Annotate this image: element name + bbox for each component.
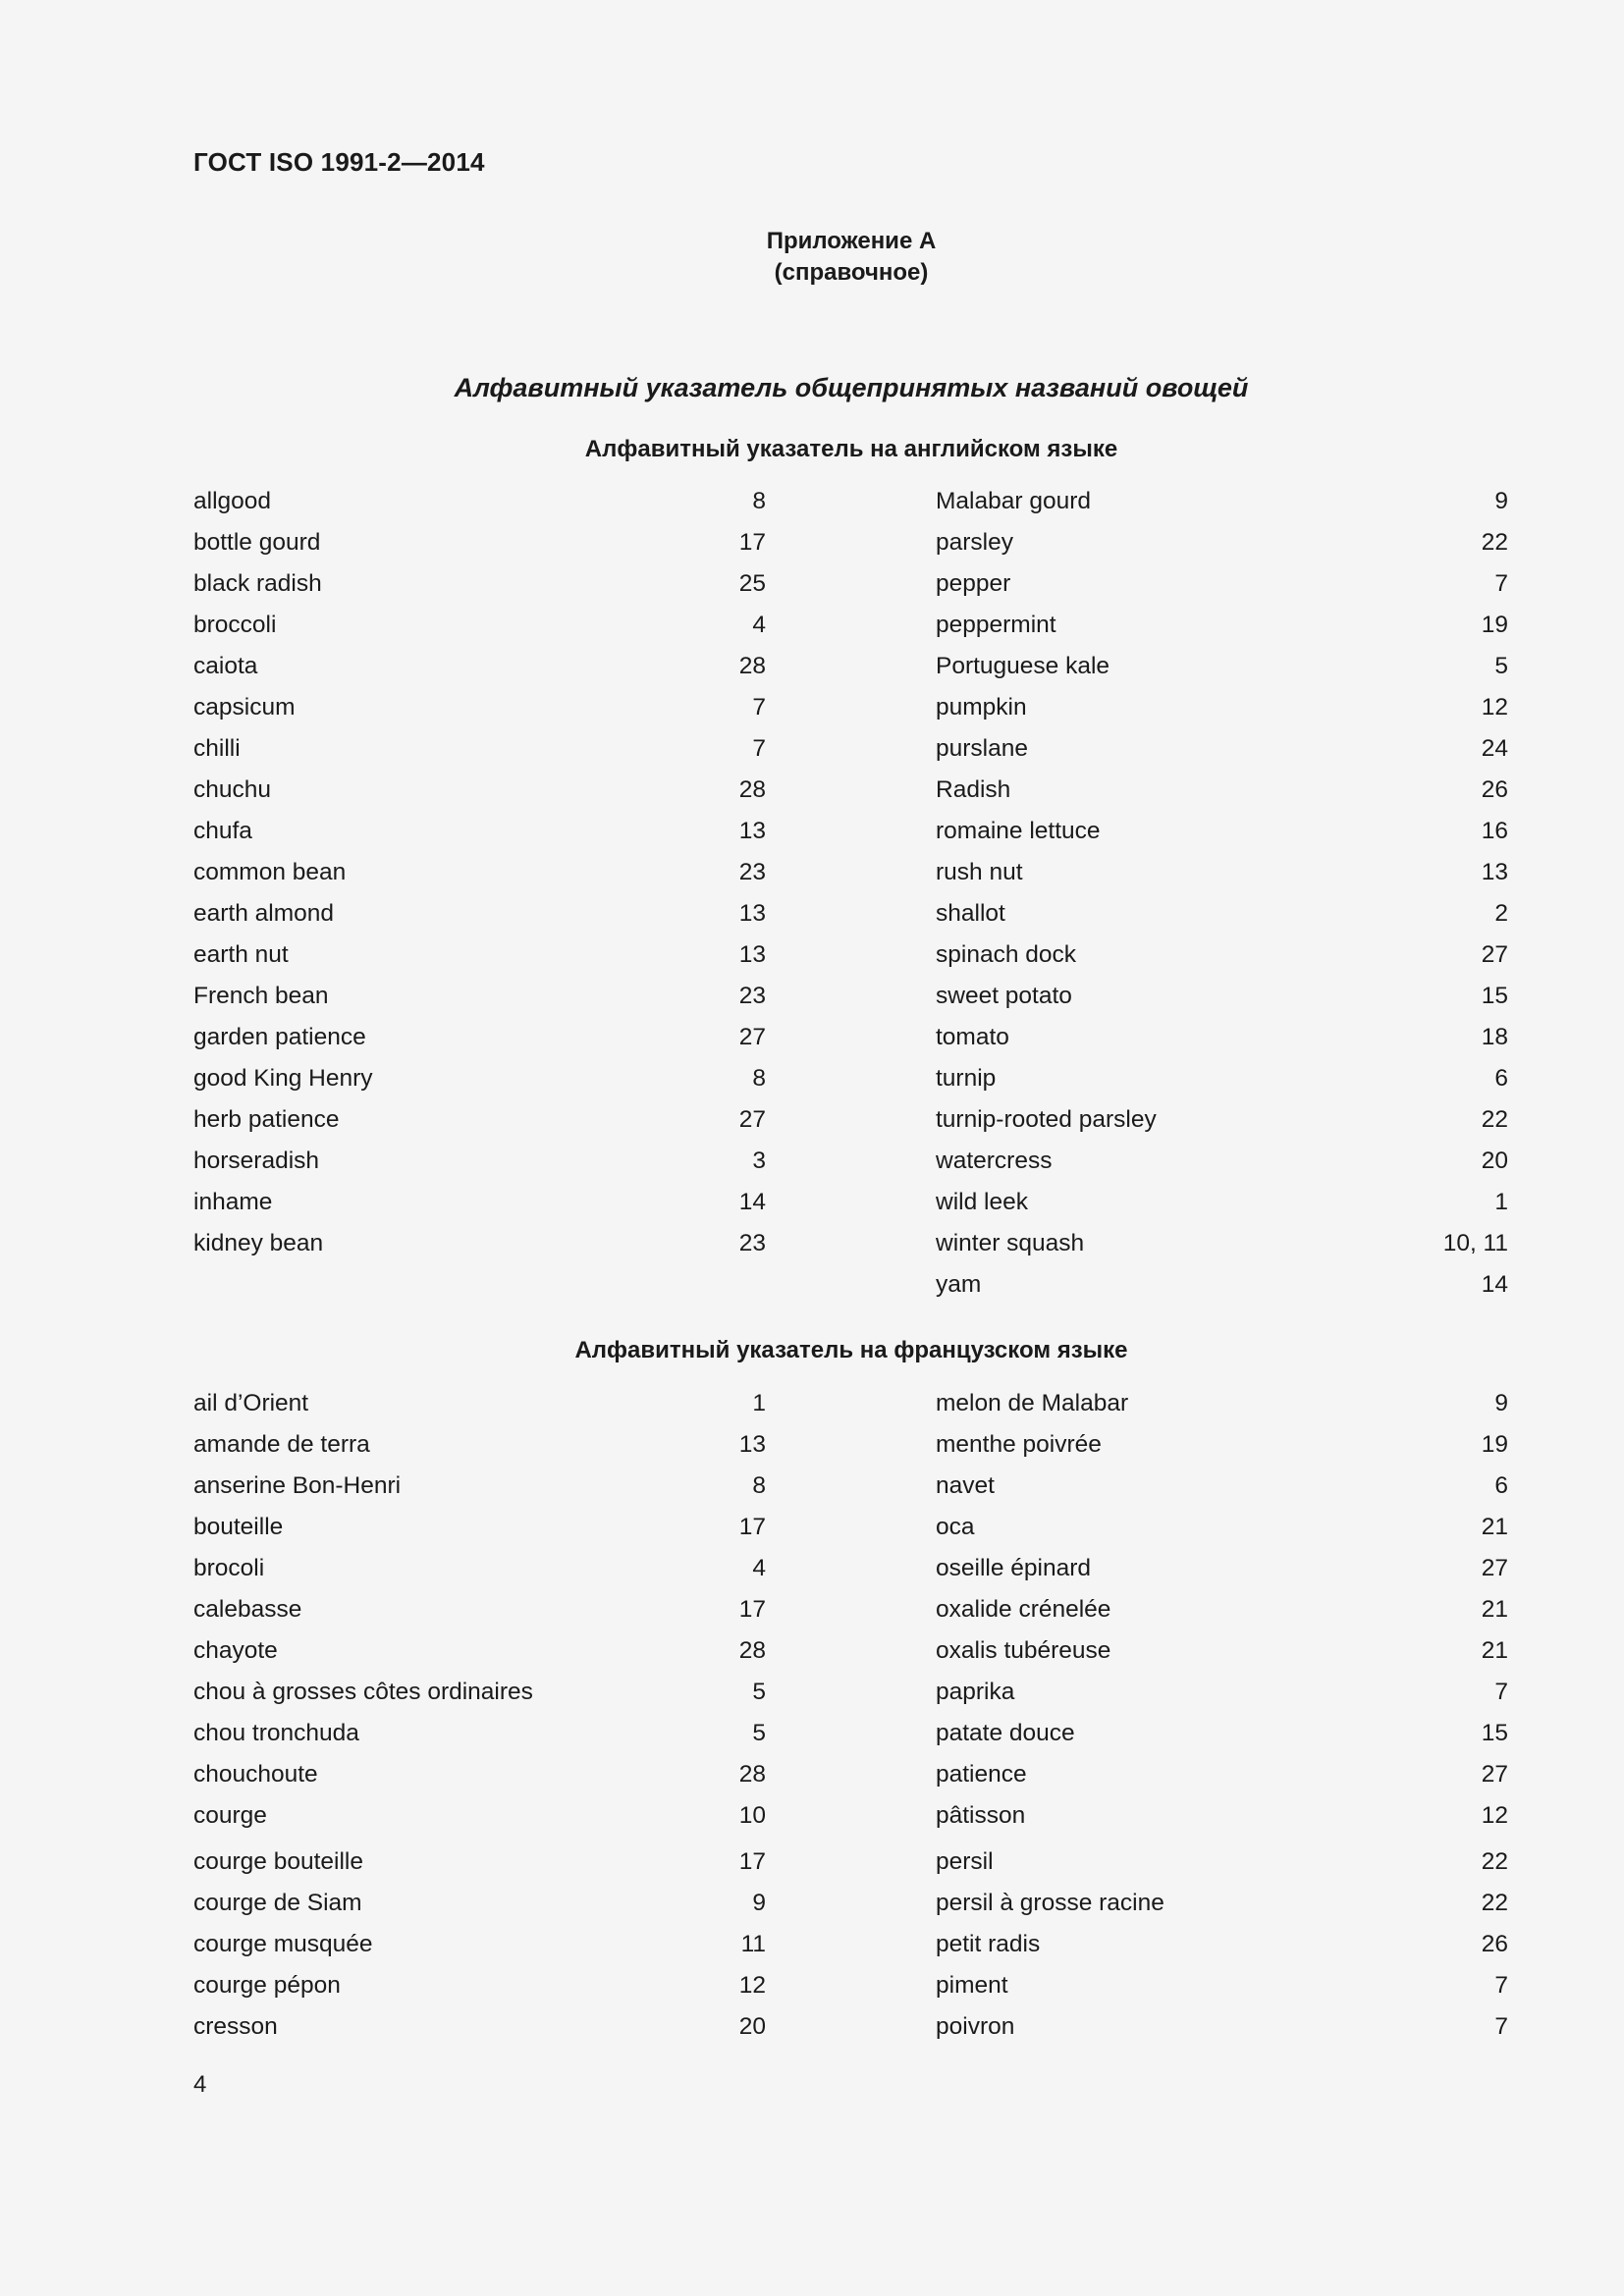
page-number: 4	[193, 2071, 207, 2098]
entry-term: brocoli	[193, 1555, 265, 1581]
entry-page-ref: 18	[1481, 1024, 1508, 1050]
entry-page-ref: 20	[1481, 1148, 1508, 1174]
entry-page-ref: 27	[1481, 1761, 1508, 1788]
entry-page-ref: 14	[1481, 1271, 1508, 1298]
index-entry	[193, 1672, 766, 1713]
entry-term: calebasse	[193, 1596, 302, 1623]
entry-term: earth nut	[193, 941, 289, 968]
entry-page-ref: 17	[738, 1514, 766, 1540]
index-entry	[193, 1058, 766, 1099]
index-entry	[936, 770, 1508, 811]
entry-term: chouchoute	[193, 1761, 318, 1788]
entry-page-ref: 27	[1481, 1555, 1508, 1581]
entry-page-ref: 10	[738, 1802, 766, 1829]
entry-term: cresson	[193, 2013, 278, 2040]
entry-term: patate douce	[936, 1720, 1075, 1746]
index-entry	[936, 811, 1508, 852]
entry-page-ref: 8	[752, 1065, 766, 1092]
index-entry	[936, 481, 1508, 522]
entry-page-ref: 8	[752, 1472, 766, 1499]
index-entry	[936, 1507, 1508, 1548]
entry-term: kidney bean	[193, 1230, 324, 1256]
entry-page-ref: 10, 11	[1442, 1230, 1508, 1256]
index-entry	[936, 1713, 1508, 1754]
entry-page-ref: 15	[1481, 1720, 1508, 1746]
entry-page-ref: 1	[1494, 1189, 1508, 1215]
index-entry	[936, 728, 1508, 770]
entry-page-ref: 13	[738, 1431, 766, 1458]
index-entry	[193, 1965, 766, 2006]
entry-term: spinach dock	[936, 941, 1077, 968]
document-code: ГОСТ ISO 1991-2—2014	[193, 147, 485, 177]
entry-term: chou à grosses côtes ordinaires	[193, 1679, 533, 1705]
entry-term: chou tronchuda	[193, 1720, 359, 1746]
index-entry	[193, 811, 766, 852]
index-entry	[936, 1754, 1508, 1795]
entry-term: caiota	[193, 653, 258, 679]
entry-term: romaine lettuce	[936, 818, 1101, 844]
index-entry	[193, 1383, 766, 1424]
entry-page-ref: 27	[1481, 941, 1508, 968]
entry-term: chilli	[193, 735, 241, 762]
entry-term: winter squash	[936, 1230, 1085, 1256]
entry-term: inhame	[193, 1189, 273, 1215]
entry-page-ref: 7	[752, 694, 766, 721]
entry-page-ref: 5	[1494, 653, 1508, 679]
entry-page-ref: 22	[1481, 1848, 1508, 1875]
entry-term: oseille épinard	[936, 1555, 1091, 1581]
index-entry	[936, 1842, 1508, 1883]
index-entry	[936, 1383, 1508, 1424]
entry-page-ref: 6	[1494, 1065, 1508, 1092]
entry-page-ref: 17	[738, 529, 766, 556]
entry-page-ref: 13	[738, 900, 766, 927]
entry-page-ref: 13	[738, 941, 766, 968]
entry-term: sweet potato	[936, 983, 1072, 1009]
index-entry	[936, 1466, 1508, 1507]
entry-term: wild leek	[936, 1189, 1028, 1215]
index-entry	[936, 1424, 1508, 1466]
index-entry	[193, 605, 766, 646]
entry-page-ref: 21	[1481, 1514, 1508, 1540]
entry-page-ref: 24	[1481, 735, 1508, 762]
index-entry	[193, 2006, 766, 2048]
index-entry	[193, 1548, 766, 1589]
entry-page-ref: 28	[738, 1637, 766, 1664]
index-entry	[936, 1264, 1508, 1306]
entry-term: amande de terra	[193, 1431, 370, 1458]
entry-term: menthe poivrée	[936, 1431, 1102, 1458]
index-entry	[193, 1141, 766, 1182]
entry-term: poivron	[936, 2013, 1015, 2040]
french-index-left-column	[193, 1383, 766, 2048]
entry-page-ref: 6	[1494, 1472, 1508, 1499]
entry-term: piment	[936, 1972, 1008, 1999]
entry-page-ref: 14	[738, 1189, 766, 1215]
index-entry	[193, 976, 766, 1017]
entry-page-ref: 2	[1494, 900, 1508, 927]
entry-term: herb patience	[193, 1106, 340, 1133]
entry-term: persil	[936, 1848, 994, 1875]
entry-term: Malabar gourd	[936, 488, 1091, 514]
entry-page-ref: 22	[1481, 529, 1508, 556]
entry-term: pepper	[936, 570, 1011, 597]
english-index-left-column	[193, 481, 766, 1264]
entry-page-ref: 13	[1481, 859, 1508, 885]
entry-term: common bean	[193, 859, 347, 885]
index-entry	[193, 646, 766, 687]
entry-term: French bean	[193, 983, 329, 1009]
entry-page-ref: 17	[738, 1596, 766, 1623]
french-index-heading: Алфавитный указатель на французском языке	[574, 1337, 1128, 1363]
entry-term: patience	[936, 1761, 1027, 1788]
index-entry	[193, 1754, 766, 1795]
index-entry	[193, 1589, 766, 1630]
entry-page-ref: 28	[738, 776, 766, 803]
entry-page-ref: 9	[1494, 488, 1508, 514]
entry-term: courge musquée	[193, 1931, 373, 1957]
index-entry	[193, 1507, 766, 1548]
index-entry	[936, 852, 1508, 893]
entry-page-ref: 20	[738, 2013, 766, 2040]
entry-page-ref: 1	[752, 1390, 766, 1416]
entry-page-ref: 25	[738, 570, 766, 597]
entry-page-ref: 5	[752, 1720, 766, 1746]
entry-term: turnip-rooted parsley	[936, 1106, 1157, 1133]
entry-term: earth almond	[193, 900, 335, 927]
appendix-title: Приложение А	[766, 228, 937, 254]
entry-page-ref: 15	[1481, 983, 1508, 1009]
entry-page-ref: 17	[738, 1848, 766, 1875]
entry-term: turnip	[936, 1065, 997, 1092]
entry-term: purslane	[936, 735, 1028, 762]
entry-page-ref: 16	[1481, 818, 1508, 844]
entry-page-ref: 26	[1481, 776, 1508, 803]
entry-term: courge de Siam	[193, 1890, 362, 1916]
index-entry	[193, 770, 766, 811]
index-entry	[193, 1223, 766, 1264]
english-index-heading: Алфавитный указатель на английском языке	[584, 436, 1118, 462]
index-entry	[193, 852, 766, 893]
entry-term: shallot	[936, 900, 1005, 927]
entry-term: courge	[193, 1802, 267, 1829]
entry-page-ref: 4	[752, 612, 766, 638]
index-entry	[193, 1713, 766, 1754]
index-entry	[193, 1924, 766, 1965]
index-entry	[936, 687, 1508, 728]
index-entry	[193, 522, 766, 563]
index-entry	[936, 522, 1508, 563]
entry-term: Portuguese kale	[936, 653, 1110, 679]
entry-page-ref: 7	[1494, 570, 1508, 597]
entry-page-ref: 7	[1494, 1679, 1508, 1705]
entry-page-ref: 3	[752, 1148, 766, 1174]
index-entry	[193, 893, 766, 934]
entry-page-ref: 22	[1481, 1106, 1508, 1133]
entry-page-ref: 11	[740, 1931, 766, 1957]
index-entry	[193, 1099, 766, 1141]
entry-page-ref: 13	[738, 818, 766, 844]
entry-term: black radish	[193, 570, 322, 597]
index-entry	[936, 605, 1508, 646]
index-entry	[193, 1182, 766, 1223]
entry-term: watercress	[936, 1148, 1053, 1174]
entry-term: chufa	[193, 818, 252, 844]
entry-term: petit radis	[936, 1931, 1041, 1957]
entry-term: garden patience	[193, 1024, 366, 1050]
index-entry	[936, 1017, 1508, 1058]
entry-term: parsley	[936, 529, 1013, 556]
entry-page-ref: 12	[1481, 1802, 1508, 1829]
entry-page-ref: 8	[752, 488, 766, 514]
entry-term: navet	[936, 1472, 995, 1499]
index-entry	[936, 1924, 1508, 1965]
index-entry	[193, 1017, 766, 1058]
entry-term: anserine Bon-Henri	[193, 1472, 402, 1499]
entry-term: pumpkin	[936, 694, 1027, 721]
index-entry	[193, 728, 766, 770]
entry-term: oxalide crénelée	[936, 1596, 1111, 1623]
entry-page-ref: 7	[1494, 2013, 1508, 2040]
index-entry	[193, 481, 766, 522]
index-entry	[936, 1672, 1508, 1713]
entry-term: tomato	[936, 1024, 1009, 1050]
index-entry	[193, 1424, 766, 1466]
index-entry	[936, 1965, 1508, 2006]
entry-page-ref: 7	[1494, 1972, 1508, 1999]
entry-term: melon de Malabar	[936, 1390, 1129, 1416]
entry-page-ref: 12	[738, 1972, 766, 1999]
entry-page-ref: 4	[752, 1555, 766, 1581]
entry-term: good King Henry	[193, 1065, 373, 1092]
entry-term: oxalis tubéreuse	[936, 1637, 1111, 1664]
index-entry	[193, 1466, 766, 1507]
entry-term: rush nut	[936, 859, 1023, 885]
entry-page-ref: 19	[1481, 1431, 1508, 1458]
index-entry	[936, 1589, 1508, 1630]
index-entry	[936, 1223, 1508, 1264]
entry-term: chuchu	[193, 776, 272, 803]
index-entry	[193, 1842, 766, 1883]
entry-term: paprika	[936, 1679, 1015, 1705]
entry-term: Radish	[936, 776, 1011, 803]
index-entry	[936, 563, 1508, 605]
entry-term: capsicum	[193, 694, 296, 721]
entry-page-ref: 23	[738, 983, 766, 1009]
index-entry	[936, 1099, 1508, 1141]
entry-page-ref: 22	[1481, 1890, 1508, 1916]
entry-page-ref: 23	[738, 859, 766, 885]
entry-page-ref: 27	[738, 1024, 766, 1050]
entry-page-ref: 27	[738, 1106, 766, 1133]
entry-term: bottle gourd	[193, 529, 321, 556]
index-entry	[193, 1883, 766, 1924]
appendix-type: (справочное)	[774, 259, 929, 286]
index-entry	[936, 1058, 1508, 1099]
index-main-title: Алфавитный указатель общепринятых названий овощей	[454, 373, 1249, 402]
entry-page-ref: 21	[1481, 1596, 1508, 1623]
entry-term: chayote	[193, 1637, 278, 1664]
entry-page-ref: 26	[1481, 1931, 1508, 1957]
entry-page-ref: 5	[752, 1679, 766, 1705]
entry-term: pâtisson	[936, 1802, 1026, 1829]
index-entry	[193, 687, 766, 728]
index-entry	[193, 1630, 766, 1672]
entry-page-ref: 28	[738, 653, 766, 679]
index-entry	[936, 934, 1508, 976]
entry-page-ref: 19	[1481, 612, 1508, 638]
entry-term: broccoli	[193, 612, 277, 638]
entry-term: allgood	[193, 488, 272, 514]
entry-term: courge pépon	[193, 1972, 341, 1999]
entry-page-ref: 12	[1481, 694, 1508, 721]
entry-page-ref: 21	[1481, 1637, 1508, 1664]
index-entry	[936, 1182, 1508, 1223]
entry-page-ref: 7	[752, 735, 766, 762]
index-entry	[936, 2006, 1508, 2048]
entry-page-ref: 23	[738, 1230, 766, 1256]
index-entry	[193, 563, 766, 605]
index-entry	[193, 934, 766, 976]
index-entry	[936, 893, 1508, 934]
entry-term: ail d’Orient	[193, 1390, 309, 1416]
entry-term: peppermint	[936, 612, 1056, 638]
index-entry	[936, 1795, 1508, 1837]
entry-term: horseradish	[193, 1148, 320, 1174]
index-entry	[936, 1548, 1508, 1589]
entry-term: persil à grosse racine	[936, 1890, 1164, 1916]
entry-page-ref: 9	[752, 1890, 766, 1916]
entry-term: oca	[936, 1514, 975, 1540]
entry-page-ref: 9	[1494, 1390, 1508, 1416]
entry-term: courge bouteille	[193, 1848, 363, 1875]
index-entry	[936, 976, 1508, 1017]
entry-term: bouteille	[193, 1514, 284, 1540]
entry-term: yam	[936, 1271, 982, 1298]
index-entry	[936, 1883, 1508, 1924]
index-entry	[936, 1141, 1508, 1182]
index-entry	[936, 1630, 1508, 1672]
french-index-right-column	[936, 1383, 1508, 2048]
english-index-right-column	[936, 481, 1508, 1306]
index-entry	[936, 646, 1508, 687]
entry-page-ref: 28	[738, 1761, 766, 1788]
index-entry	[193, 1795, 766, 1837]
